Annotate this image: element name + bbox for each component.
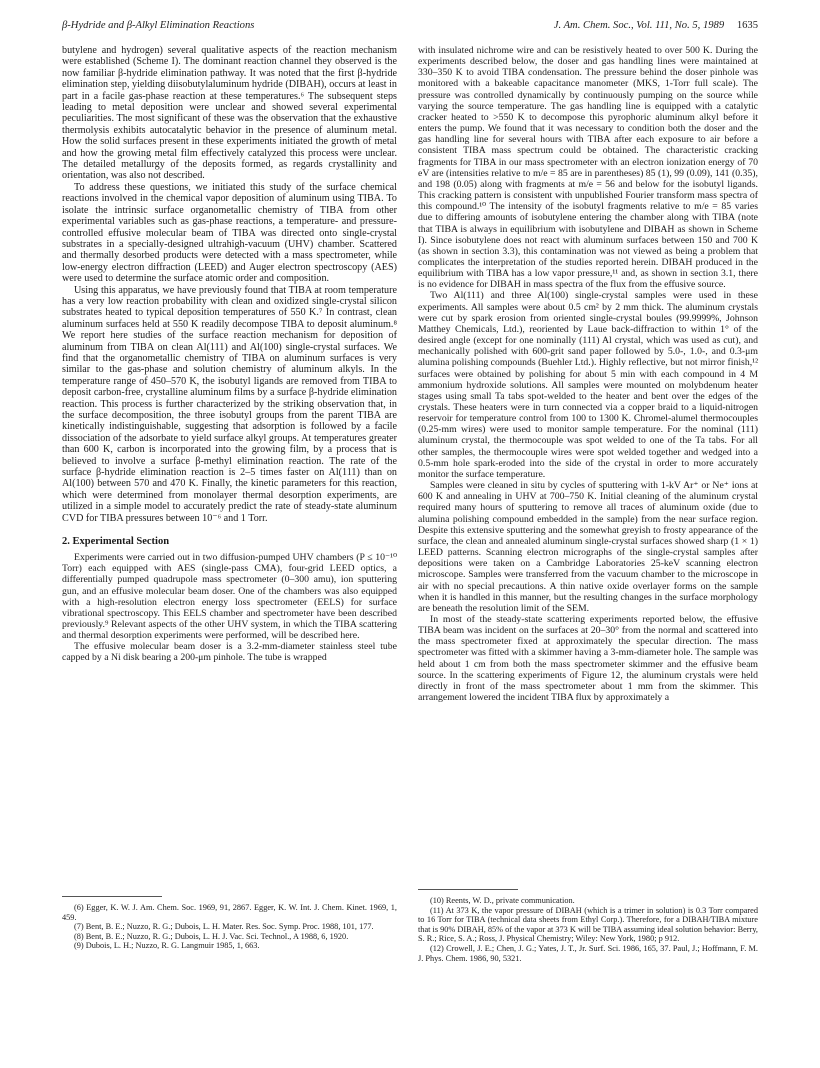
- journal-citation: [554, 20, 758, 31]
- footnote: (11) At 373 K, the vapor pressure of DIBAH (which is a trimer in solution) is 0.3 Torr compared to 16 Torr for TIBA (technical data sheets from Ethyl Corp.). Therefore, for a DIBAH/TIBA mixture that is 90% DIBAH, 85% of the vapor at 373 K will be TIBA assuming ideal solution behavior: Berry, S. R.; Rice, S. A.; Ross, J. Physical Chemistry; Wiley: New York, 1980; p 912.: [418, 905, 758, 944]
- footnote: (10) Reents, W. D., private communication.: [430, 896, 575, 905]
- footnote: (8) Bent, B. E.; Nuzzo, R. G.; Dubois, L. H. J. Vac. Sci. Technol., A 1988, 6, 1920.: [74, 931, 349, 941]
- footnote: (12) Crowell, J. E.; Chen, J. G.; Yates, J. T., Jr. Surf. Sci. 1986, 165, 37. Paul, J.; Hoffmann, F. M. J. Phys. Chem. 1986, 90, 5321.: [418, 943, 758, 963]
- body-paragraph: with insulated nichrome wire and can be resistively heated to over 500 K. During the experiments described below, the doser and gas handling lines were maintained at 330–350 K to avoid TIBA condensation. The pressure behind the doser pinhole was monitored with a bakeable capacitance manometer (MKS, 1-Torr full scale). The pressure was controlled dynamically by continuously pumping on the source while varying the source temperature. The gas handling line is equipped with a catalytic cracker heated to >550 K to decompose this pyrophoric aluminum alkyl before it enters the pump. We found that it was necessary to condition both the doser and the gas handling line for several hours with TIBA after each exposure to air before a consistent TIBA mass spectrum could be obtained. The characteristic cracking fragments for TIBA in our mass spectrometer with an electron ionization energy of 70 eV are (intensities relative to m/e = 85 are in parentheses) 85 (1), 99 (0.09), 141 (0.35), and 198 (0.05) along with fragments at m/e = 56 and below for the isobutyl ligands. This cracking pattern is consistent with unpublished Fourier transform mass spectra of this compound.¹⁰ The intensity of the isobutyl fragments relative to m/e = 85 varies due to differing amounts of isobutylene entering the chamber along with TIBA (note that TIBA is always in equilibrium with isobutylene and DIBAH as shown in Scheme I). Since isobutylene does not react with aluminum surfaces between 150 and 700 K (as shown in section 3.3), this contamination was not viewed as being a problem that complicates the interpretation of the studies reported herein. DIBAH produced in the equilibrium with TIBA has a low vapor pressure,¹¹ and, as shown in section 3.1, there is no evidence for DIBAH in mass spectra of the flux from the effusive source.: [418, 45, 758, 291]
- footnote: (9) Dubois, L. H.; Nuzzo, R. G. Langmuir 1985, 1, 663.: [74, 941, 260, 951]
- footnotes-left: [62, 903, 397, 951]
- right-column: [418, 45, 758, 703]
- body-paragraph: Samples were cleaned in situ by cycles of sputtering with 1-kV Ar⁺ or Ne⁺ ions at 600 K and annealing in UHV at 700–750 K. Initial cleaning of the aluminum crystal required many hours of sputtering to remove all traces of aluminum oxide (due to alumina polishing compound embedded in the sample) from the near surface region. Despite this extensive sputtering and the somewhat greyish to frosty appearance of the surface, the clean and annealed aluminum single-crystal surfaces showed sharp (1 × 1) LEED patterns. Scanning electron micrographs of the single-crystal samples after depositions were taken on a Cambridge Laboratories 25-keV scanning electron microscope. Samples were transferred from the vacuum chamber to the microscope in air with no special precautions. A thin native oxide overlayer forms on the sample when it is handled in this manner, but the resulting changes in the surface morphology are beneath the resolution limit of the SEM.: [418, 480, 758, 614]
- footnote: (7) Bent, B. E.; Nuzzo, R. G.; Dubois, L. H. Mater. Res. Soc. Symp. Proc. 1988, 101, 177.: [74, 922, 374, 932]
- body-paragraph: butylene and hydrogen) several qualitative aspects of the reaction mechanism were established (Scheme I). The dominant reaction channel they observed is the now familiar β-hydride elimination pathway. It was noted that the first β-hydride elimination step, yielding diisobutylaluminum hydride (DIBAH), occurs at least in part in a facile gas-phase reaction at these temperatures.⁶ The subsequent steps leading to metal deposition were unclear and showed several experimental peculiarities. The most significant of these was the observation that the exhaustive thermolysis exhibits autocatalytic behavior in the presence of aluminum metal. How the solid surfaces present in these experiments initiated the growth of metal and how the growing metal film effectively catalyzed this process were unclear. The detailed metallurgy of the deposits formed, as regards crystallinity and orientation, was also not described.: [62, 45, 397, 182]
- running-title: β-Hydride and β-Alkyl Elimination Reactions: [62, 20, 255, 31]
- body-paragraph: To address these questions, we initiated this study of the surface chemical reactions involved in the chemical vapor deposition of aluminum using TIBA. To isolate the intrinsic surface organometallic chemistry of TIBA from other experimental variables such as gas-phase reactions, a temperature- and pressure-controlled effusive molecular beam of TIBA was directed onto single-crystal substrates in a specially-designed ultrahigh-vacuum (UHV) chamber. Scattered and thermally desorbed products were detected with a mass spectrometer, while low-energy electron diffraction (LEED) and Auger electron spectroscopy (AES) were used to determine the surface atomic order and composition.: [62, 181, 397, 285]
- running-head: [62, 20, 758, 36]
- section-heading: 2. Experimental Section: [62, 536, 170, 548]
- body-paragraph: In most of the steady-state scattering experiments reported below, the effusive TIBA beam was incident on the surfaces at 20–30° from the normal and scattered into the mass spectrometer fixed at approximately the specular direction. The mass spectrometer was fitted with a skimmer having a 3-mm-diameter hole. The sample was held about 1 cm from both the mass spectrometer skimmer and the effusive beam source. In the scattering experiments of Figure 12, the aluminum crystals were held directly in front of the mass spectrometer about 1 mm from the skimmer. This arrangement lowered the incident TIBA flux by approximately a: [418, 613, 758, 704]
- body-paragraph: The effusive molecular beam doser is a 3.2-mm-diameter stainless steel tube capped by a Ni disk bearing a 200-μm pinhole. The tube is wrapped: [62, 641, 397, 664]
- body-paragraph: Experiments were carried out in two diffusion-pumped UHV chambers (P ≤ 10⁻¹⁰ Torr) each equipped with AES (single-pass CMA), four-grid LEED optics, a differentially pumped quadrupole mass spectrometer (0–300 amu), ion sputtering gun, and an effusive molecular beam doser. One of the chambers was also equipped with a high-resolution electron energy loss spectrometer (EELS) for surface vibrational spectroscopy. This EELS chamber and spectrometer have been described previously.⁹ Relevant aspects of the other UHV system, in which the TIBA scattering and thermal desorption experiments were performed, will be described here.: [62, 552, 397, 642]
- journal-name: J. Am. Chem. Soc., Vol. 111, No. 5, 1989: [553, 20, 725, 31]
- left-column: [62, 45, 397, 664]
- footnote: (6) Egger, K. W. J. Am. Chem. Soc. 1969, 91, 2867. Egger, K. W. Int. J. Chem. Kinet. 1969, 1, 459.: [62, 903, 397, 922]
- body-paragraph: Two Al(111) and three Al(100) single-crystal samples were used in these experiments. All samples were about 0.5 cm² by 2 mm thick. The aluminum crystals were cut by spark erosion from oriented single-crystal boules (99.9999%, Johnson Matthey Chemicals, Ltd.), reoriented by Laue back-diffraction to within 1° of the desired angle (except for one nominally (111) Al crystal, which was used as cut), and mechanically polished with 600-grit sand paper followed by 5.0-, 1.0-, and 0.3-μm alumina polishing compounds (Buehler Ltd.). Highly reflective, but not mirror finish,¹² surfaces were obtained by polishing for about 5 min with each compound in 4 M ammonium hydroxide solutions. All samples were mounted on molybdenum heater stages using small Ta tabs spot-welded to the heater and bent over the edges of the crystals. These heaters were in turn connected via a copper braid to a liquid-nitrogen reservoir for temperature control from 100 to 1300 K. Chromel-alumel thermocouples (0.25-mm wires) were used to monitor sample temperature. For the nominal (111) aluminum crystal, the thermocouple was spot welded to one of the Ta tabs. For all other samples, the thermocouple wires were spot welded together and wedged into a 0.5-mm hole spark-eroded into the side of the crystal in order to more accurately monitor the surface temperature.: [418, 290, 758, 480]
- body-paragraph: Using this apparatus, we have previously found that TIBA at room temperature has a very low reaction probability with clean and oxidized single-crystal silicon substrates heated to typical deposition temperatures of 550 K.⁷ In contrast, clean aluminum surfaces held at 550 K readily decompose TIBA to deposit aluminum.⁸ We report here studies of the surface reaction mechanism for deposition of aluminum from TIBA on clean Al(111) and Al(100) single-crystal surfaces. We find that the organometallic chemistry of TIBA on aluminum surfaces is very similar to the gas-phase and solution chemistry of aluminum alkyls. In the temperature range of 450–570 K, the isobutyl ligands are removed from TIBA to deposit carbon-free, crystalline aluminum films by a surface β-hydride elimination reaction. This process is further characterized by the striking observation that, in the surface decomposition, the three isobutyl groups from the parent TIBA are kinetically indistinguishable, suggesting that adsorption is followed by a facile dissociation of the adsorbate to yield surface alkyl groups. At temperatures greater than 600 K, carbon is incorporated into the growing film, by a process that is believed to involve a surface β-methyl elimination reaction. The rate of the surface β-hydride elimination reaction is 2–5 times faster on Al(111) than on Al(100) between 570 and 470 K. Finally, the kinetic parameters for this reaction, which were determined from monolayer thermal desorption experiments, are utilized in a simple model to accurately predict the rate of steady-state aluminum CVD for TIBA pressures between 10⁻⁶ and 1 Torr.: [62, 284, 397, 524]
- page-number: 1635: [736, 20, 758, 31]
- footnote-divider: [418, 889, 518, 890]
- footnote-divider: [62, 896, 162, 897]
- footnotes-right: [418, 896, 758, 963]
